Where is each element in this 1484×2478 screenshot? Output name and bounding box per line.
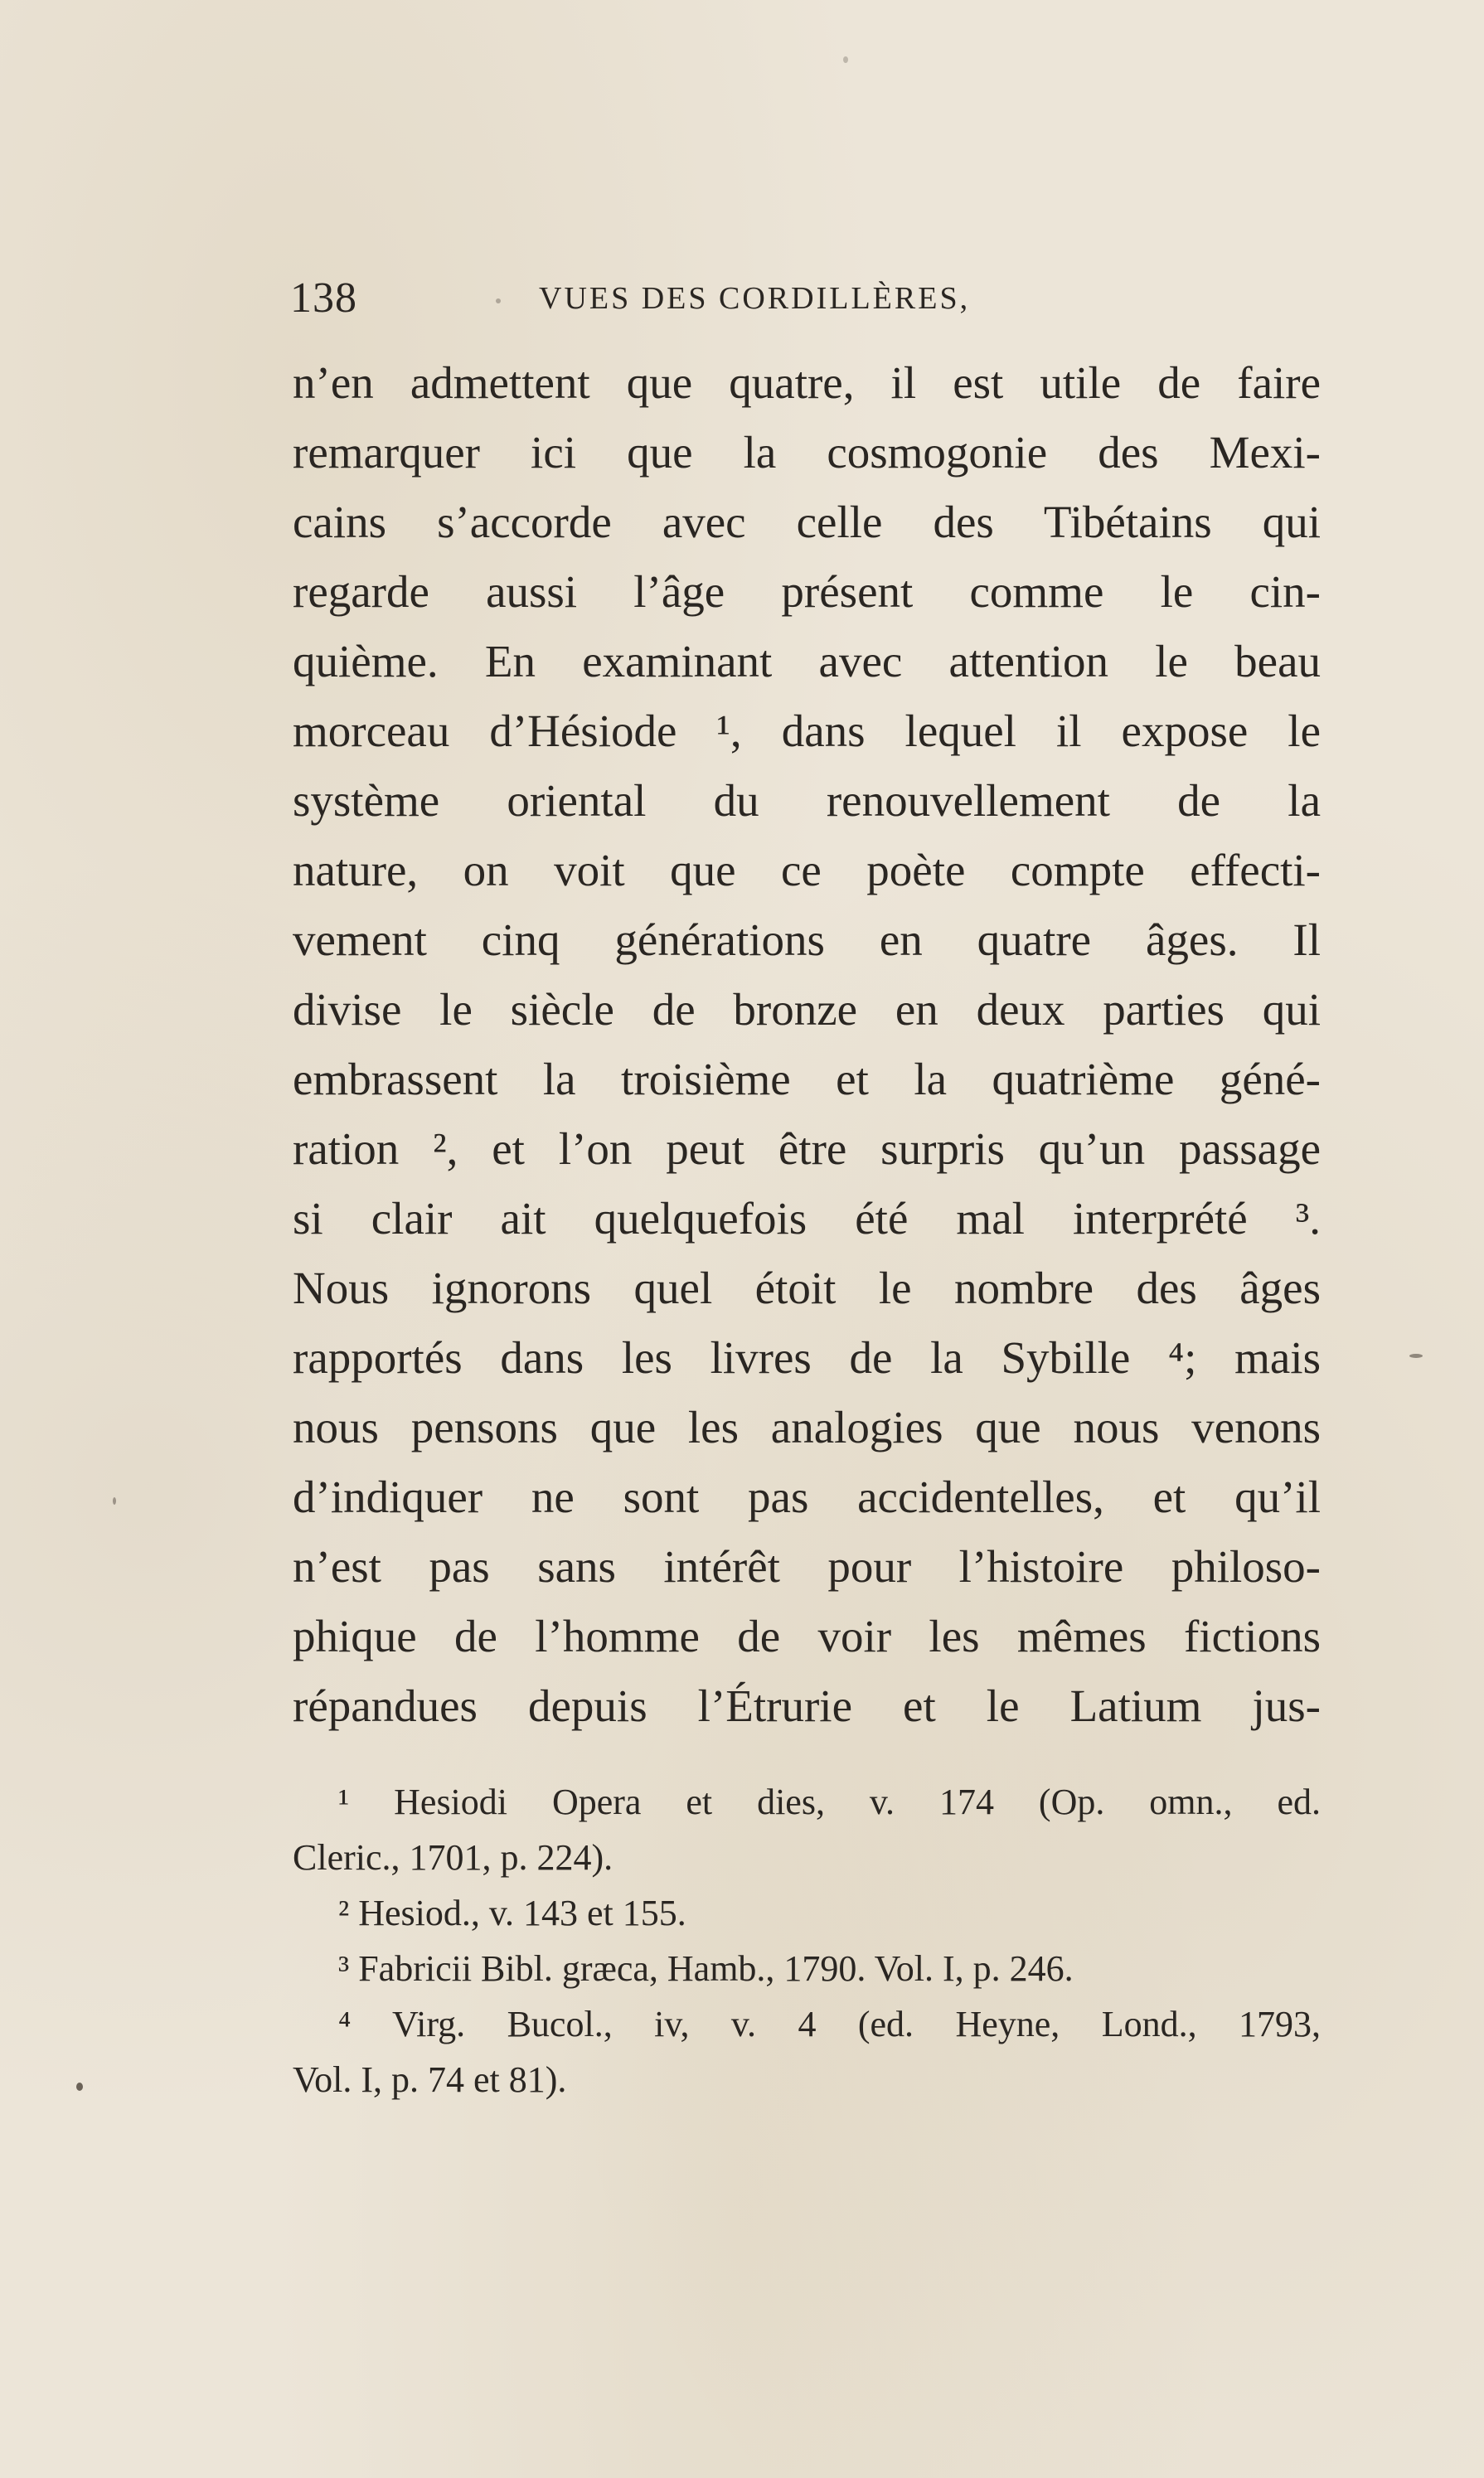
paper-speck xyxy=(113,1497,116,1505)
text-line: Nous ignorons quel étoit le nombre des âges xyxy=(293,1263,1321,1313)
paper-speck xyxy=(843,56,848,63)
footnotes xyxy=(293,1774,1321,2107)
body-text xyxy=(293,348,1321,1741)
text-line: remarquer ici que la cosmogonie des Mexi- xyxy=(293,427,1321,478)
text-line: phique de l’homme de voir les mêmes fictions xyxy=(293,1611,1321,1661)
text-line: morceau d’Hésiode ¹, dans lequel il expose le xyxy=(293,706,1321,756)
paper-speck xyxy=(496,298,501,303)
text-line: embrassent la troisième et la quatrième géné- xyxy=(293,1054,1321,1104)
text-line: nous pensons que les analogies que nous venons xyxy=(293,1402,1321,1452)
footnote: ⁴ Virg. Bucol., iv, v. 4 (ed. Heyne, Lond., 1793, xyxy=(338,2004,1321,2044)
text-line: cains s’accorde avec celle des Tibétains qui xyxy=(293,497,1321,547)
text-line: d’indiquer ne sont pas accidentelles, et qu’il xyxy=(293,1472,1321,1522)
page-header xyxy=(290,274,1385,332)
text-line: ration ², et l’on peut être surpris qu’un passage xyxy=(293,1123,1321,1174)
text-line: vement cinq générations en quatre âges. Il xyxy=(293,914,1321,965)
footnote-continuation: Cleric., 1701, p. 224). xyxy=(293,1837,613,1878)
footnote-continuation: Vol. I, p. 74 et 81). xyxy=(293,2059,567,2100)
text-line: si clair ait quelquefois été mal interprété ³. xyxy=(293,1193,1321,1244)
text-line: nature, on voit que ce poète compte effecti- xyxy=(293,845,1321,895)
text-line: rapportés dans les livres de la Sybille ⁴; mais xyxy=(293,1332,1321,1383)
text-line: répandues depuis l’Étrurie et le Latium jus- xyxy=(293,1680,1321,1731)
running-head: VUES DES CORDILLÈRES, xyxy=(539,281,971,316)
footnote: ¹ Hesiodi Opera et dies, v. 174 (Op. omn., ed. xyxy=(338,1782,1321,1822)
page-number: 138 xyxy=(290,274,357,322)
text-line: regarde aussi l’âge présent comme le cin- xyxy=(293,566,1321,617)
footnote: ³ Fabricii Bibl. græca, Hamb., 1790. Vol. I, p. 246. xyxy=(338,1948,1074,1989)
text-line: système oriental du renouvellement de la xyxy=(293,775,1321,826)
text-line: n’est pas sans intérêt pour l’histoire philoso- xyxy=(293,1541,1321,1592)
paper-speck xyxy=(76,2083,83,2091)
text-line: divise le siècle de bronze en deux parties qui xyxy=(293,984,1321,1035)
paper-speck xyxy=(1409,1354,1423,1358)
text-line: n’en admettent que quatre, il est utile de faire xyxy=(293,357,1321,408)
footnote: ² Hesiod., v. 143 et 155. xyxy=(338,1893,686,1933)
text-line: quième. En examinant avec attention le beau xyxy=(293,636,1321,686)
